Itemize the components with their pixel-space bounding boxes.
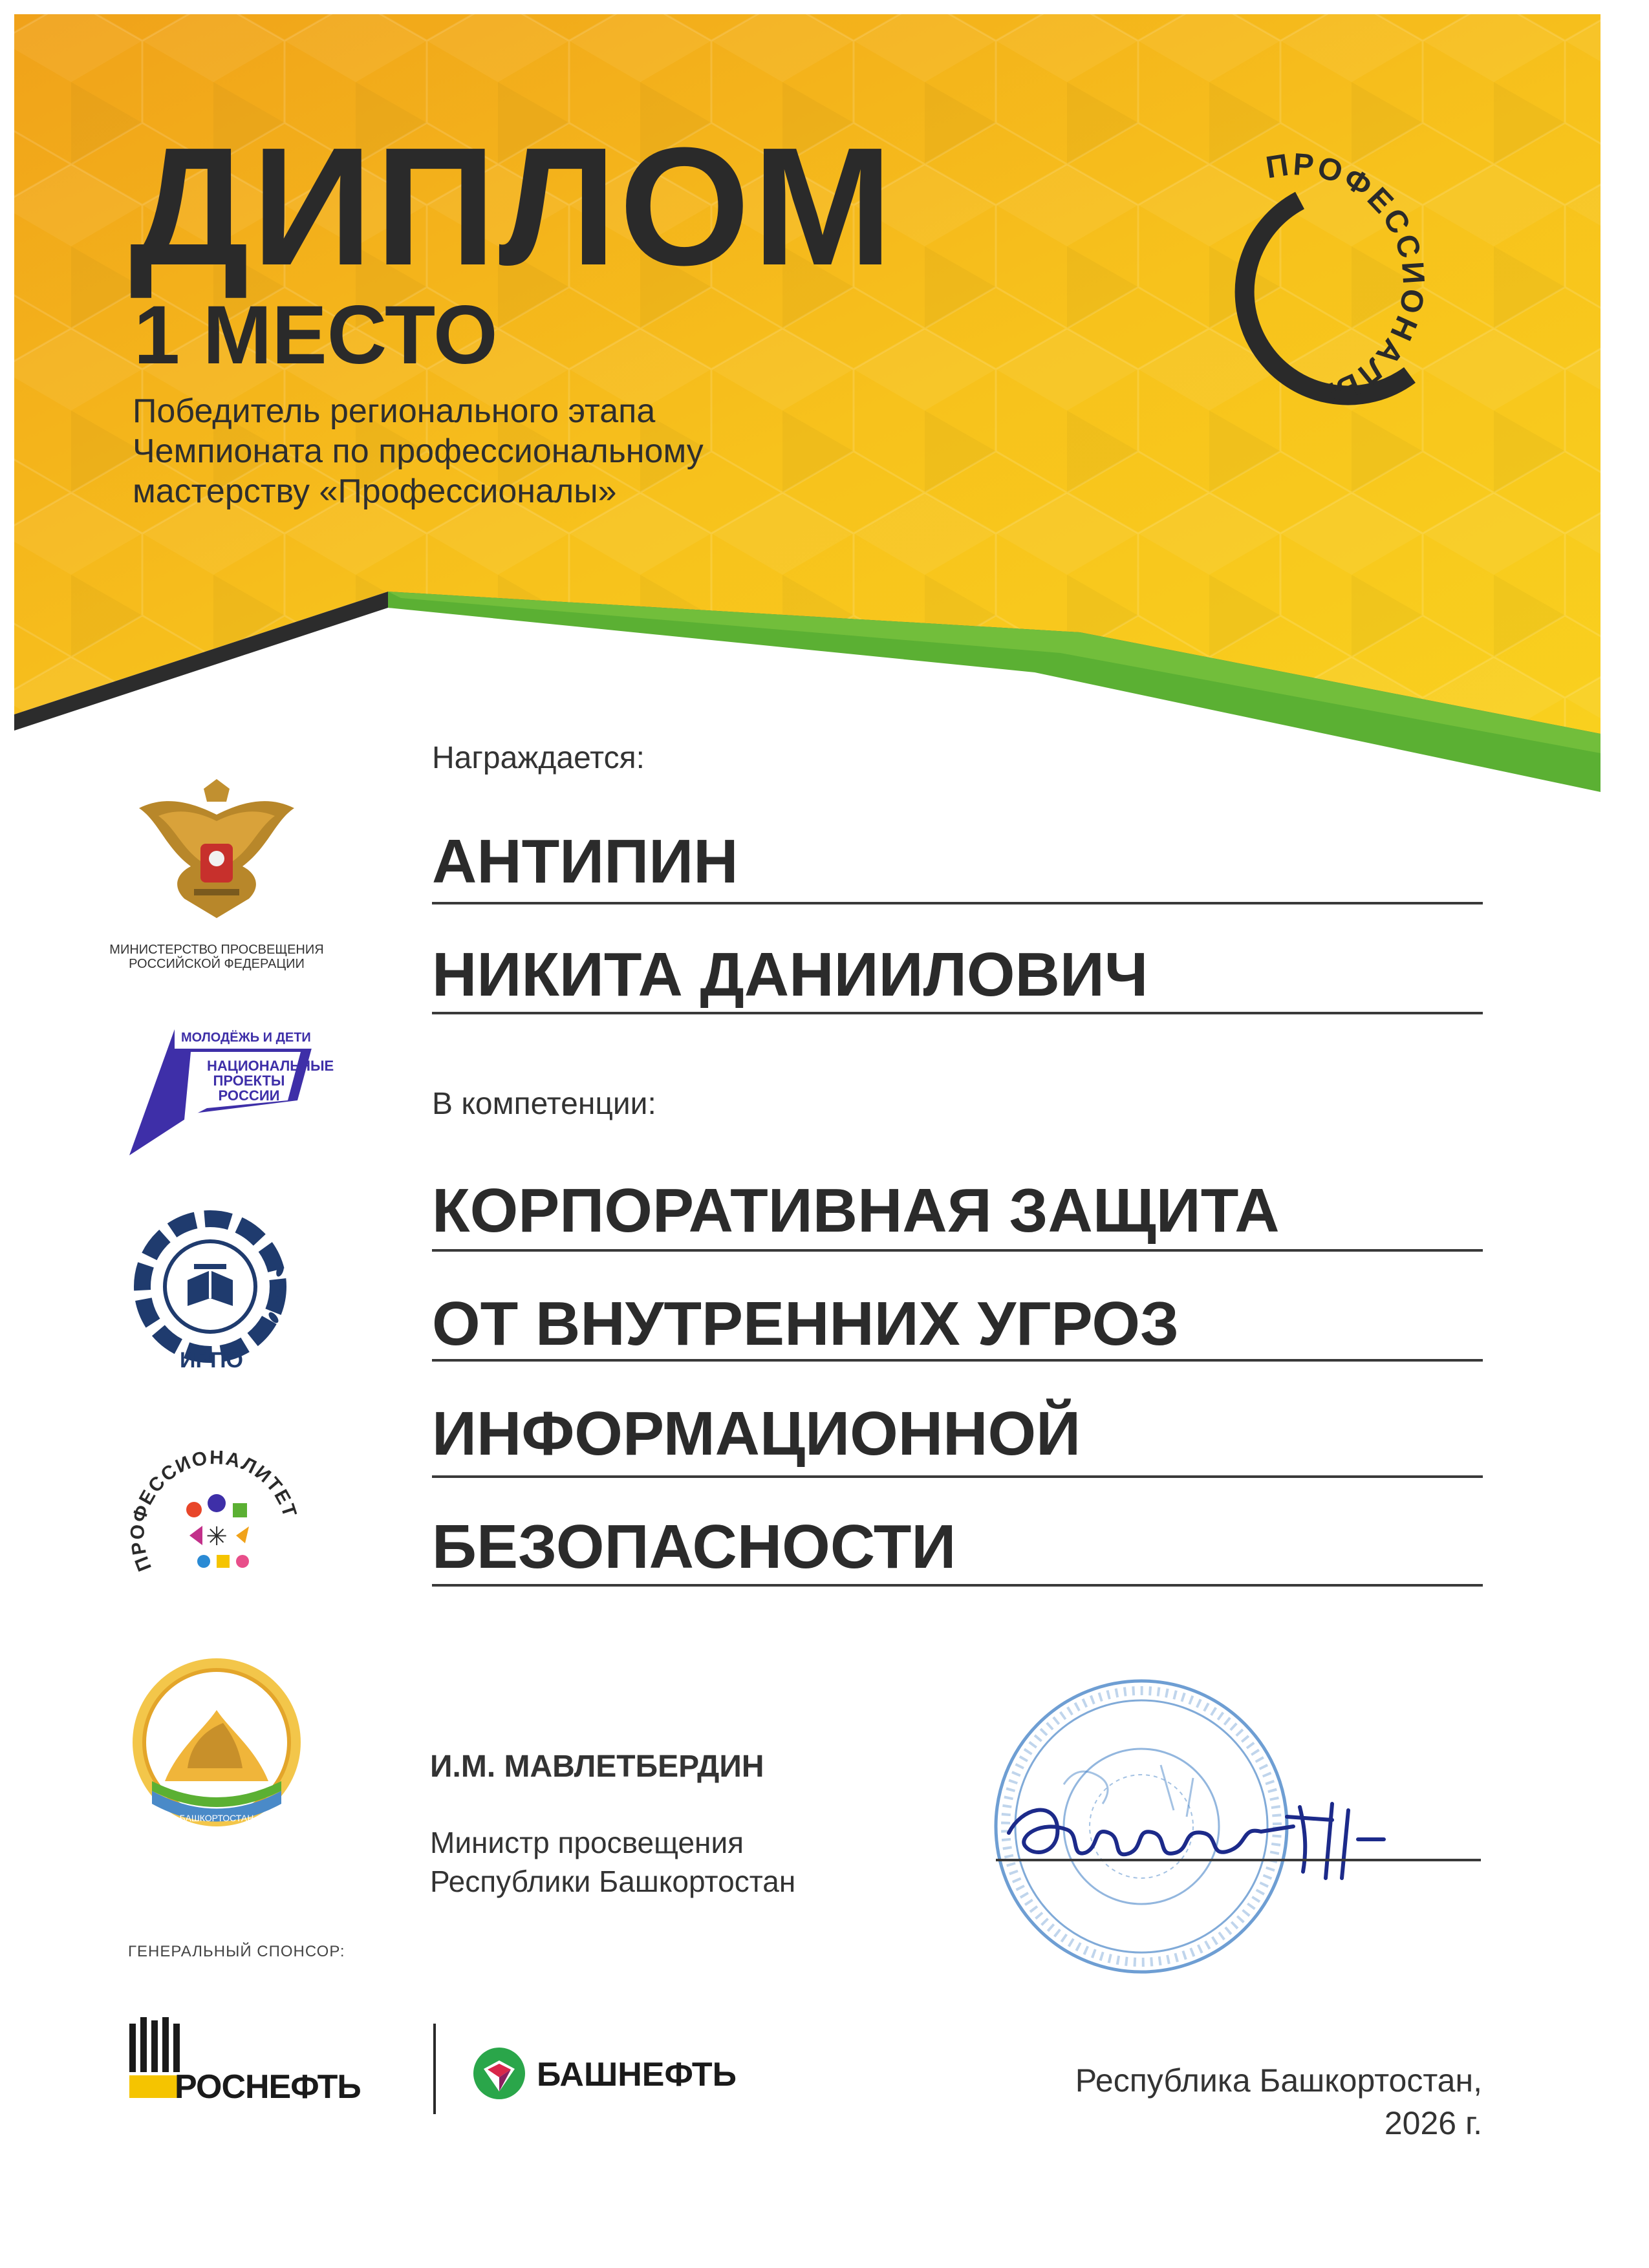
ministry-caption-line: МИНИСТЕРСТВО ПРОСВЕЩЕНИЯ [109,943,324,957]
signatory-name: И.М. МАВЛЕТБЕРДИН [430,1749,764,1784]
signature [996,1781,1461,1910]
competency-line: КОРПОРАТИВНАЯ ЗАЩИТА [432,1176,1280,1245]
emblem-ribbon: БАШКОРТОСТАН [179,1813,254,1823]
issue-year: 2026 г. [1384,2105,1482,2141]
svg-text:✳: ✳ [206,1523,228,1551]
position-line: Министр просвещения [430,1826,744,1859]
sponsor-divider [433,2024,436,2114]
issue-place: Республика Башкортостан, [1075,2062,1482,2099]
awarded-label: Награждается: [432,741,645,775]
bashkortostan-emblem [126,1652,307,1846]
irpo-logo [133,1203,301,1371]
sponsor-label: ГЕНЕРАЛЬНЫЙ СПОНСОР: [128,1943,345,1960]
rosneft-logo [126,2017,398,2106]
subtitle-line: мастерству «Профессионалы» [133,473,617,510]
underline [432,902,1483,904]
competency-label: В компетенции: [432,1087,656,1121]
competency-line: ИНФОРМАЦИОННОЙ [432,1399,1081,1468]
signatory-position [430,1823,795,1901]
national-projects-logo [129,1023,334,1159]
position-line: Республики Башкортостан [430,1865,796,1898]
underline [432,1012,1483,1014]
np-line: ПРОЕКТЫ [213,1073,285,1089]
place-heading: 1 МЕСТО [134,289,498,381]
underline [432,1475,1483,1478]
subtitle-line: Победитель регионального этапа [133,392,656,430]
diploma-title: ДИПЛОМ [129,113,896,301]
underline [432,1584,1483,1587]
underline [432,1249,1483,1252]
subtitle-line: Чемпионата по профессиональному [133,433,704,470]
recipient-last-name: АНТИПИН [432,827,738,896]
professionaly-logo [1203,142,1487,414]
bashneft-mark [472,2046,526,2101]
np-line: РОССИИ [218,1087,280,1104]
rosneft-name: РОСНЕФТЬ [175,2068,361,2106]
bashneft-logo [472,2046,744,2104]
issue-place-date [1075,2059,1482,2145]
diploma-subtitle [133,391,909,511]
signature-line [996,1859,1481,1861]
recipient-first-middle-name: НИКИТА ДАНИИЛОВИЧ [432,940,1148,1009]
competency-line: БЕЗОПАСНОСТИ [432,1512,956,1581]
underline [432,1359,1483,1362]
ministry-caption [97,943,336,971]
ministry-eagle-logo [133,776,301,931]
competency-line: ОТ ВНУТРЕННИХ УГРОЗ [432,1289,1180,1358]
np-text [207,1058,334,1104]
professionalitet-ring-path: ПРОФЕССИОНАЛИТЕТ [127,1447,301,1574]
ministry-caption-line: РОССИЙСКОЙ ФЕДЕРАЦИИ [129,957,305,971]
np-tag: МОЛОДЁЖЬ И ДЕТИ [181,1031,311,1045]
ring-text-path: ПРОФЕССИОНАЛЫ [1264,147,1431,411]
irpo-name: ИРПО [180,1348,243,1371]
professionalitet-logo [126,1439,307,1620]
bashneft-name: БАШНЕФТЬ [537,2056,737,2093]
np-line: НАЦИОНАЛЬНЫЕ [207,1058,334,1074]
